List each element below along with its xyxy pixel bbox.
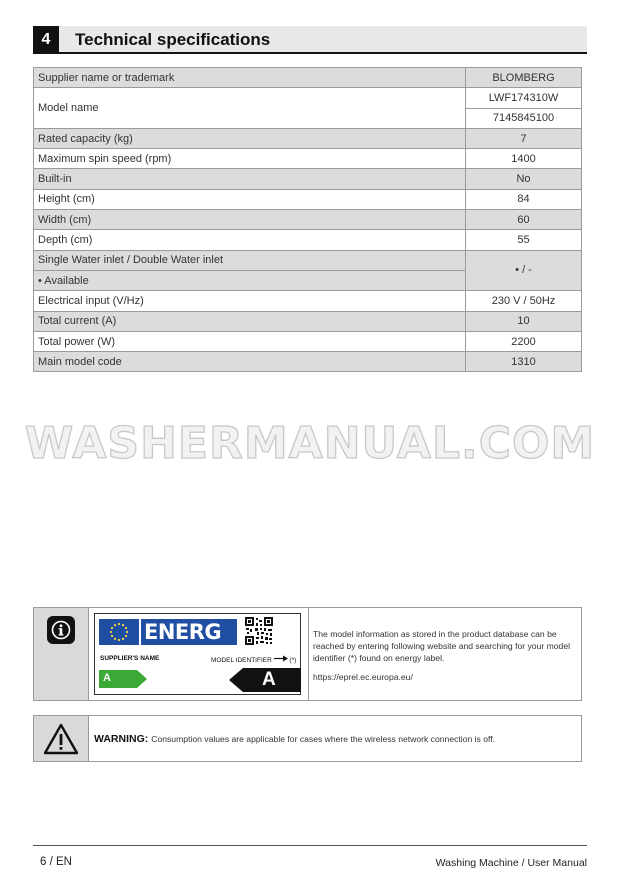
info-icon-cell [34, 608, 89, 700]
model-identifier-text: MODEL IDENTIFIER [211, 657, 272, 664]
table-row [34, 331, 582, 351]
section-header [33, 26, 587, 54]
info-box [33, 607, 582, 701]
energy-class-big: A [262, 669, 276, 690]
spec-value: 7145845100 [466, 108, 582, 128]
supplier-name-label: SUPPLIER'S NAME [100, 655, 160, 662]
info-icon [47, 616, 75, 644]
qr-code-icon [245, 617, 273, 645]
table-row [34, 210, 582, 230]
spec-label: Supplier name or trademark [34, 68, 466, 88]
energy-label-cell [89, 608, 309, 700]
table-row [34, 149, 582, 169]
warning-icon-cell [34, 716, 89, 761]
model-identifier-label [211, 655, 296, 664]
spec-value: BLOMBERG [466, 68, 582, 88]
table-row [34, 230, 582, 250]
spec-value: LWF174310W [466, 88, 582, 108]
eprel-link: https://eprel.ec.europa.eu/ [313, 672, 413, 682]
warning-triangle-icon [43, 723, 79, 755]
spec-label: Built-in [34, 169, 466, 189]
section-number: 4 [33, 26, 59, 54]
spec-label: Single Water inlet / Double Water inlet [34, 250, 466, 270]
warning-message: Consumption values are applicable for cases where the wireless network connection is off. [151, 733, 496, 744]
section-title: Technical specifications [59, 26, 587, 54]
table-row [34, 88, 582, 108]
spec-value: 84 [466, 189, 582, 209]
watermark: WASHERMANUAL.COM [24, 418, 596, 469]
page-number: 6 / EN [40, 856, 72, 868]
spec-value: 1310 [466, 352, 582, 372]
table-row [34, 311, 582, 331]
eu-flag-icon [99, 619, 139, 645]
table-row [34, 68, 582, 88]
energy-class-small: A [103, 672, 111, 684]
spec-label: Main model code [34, 352, 466, 372]
spec-value: 2200 [466, 331, 582, 351]
spec-value: • / - [466, 250, 582, 291]
energy-label [94, 613, 301, 695]
spec-label: Width (cm) [34, 210, 466, 230]
spec-value: 230 V / 50Hz [466, 291, 582, 311]
spec-table [33, 67, 582, 372]
spec-value: 1400 [466, 149, 582, 169]
info-paragraph: The model information as stored in the product database can be reached by entering following website and searching for your model identifier (*) found on energy label. [313, 629, 571, 663]
warning-title: WARNING: [94, 732, 149, 745]
energy-brand [141, 619, 237, 645]
table-row [34, 128, 582, 148]
table-row [34, 169, 582, 189]
table-row [34, 250, 582, 270]
spec-label: Rated capacity (kg) [34, 128, 466, 148]
spec-label: • Available [34, 270, 466, 290]
energy-brand-text: ENERG [144, 620, 222, 644]
spec-value: 60 [466, 210, 582, 230]
spec-value: 10 [466, 311, 582, 331]
spec-label: Maximum spin speed (rpm) [34, 149, 466, 169]
spec-value: 7 [466, 128, 582, 148]
footer-divider [33, 845, 587, 846]
arrow-right-icon [274, 655, 288, 662]
info-text [309, 608, 581, 700]
spec-label: Height (cm) [34, 189, 466, 209]
footer-title: Washing Machine / User Manual [435, 857, 587, 869]
warning-box [33, 715, 582, 762]
spec-label: Model name [34, 88, 466, 129]
spec-label: Total current (A) [34, 311, 466, 331]
spec-value: No [466, 169, 582, 189]
table-row [34, 189, 582, 209]
spec-label: Total power (W) [34, 331, 466, 351]
model-identifier-asterisk: (*) [289, 657, 297, 664]
table-row [34, 291, 582, 311]
spec-value: 55 [466, 230, 582, 250]
spec-label: Electrical input (V/Hz) [34, 291, 466, 311]
spec-label: Depth (cm) [34, 230, 466, 250]
warning-text [89, 716, 581, 761]
table-row [34, 352, 582, 372]
